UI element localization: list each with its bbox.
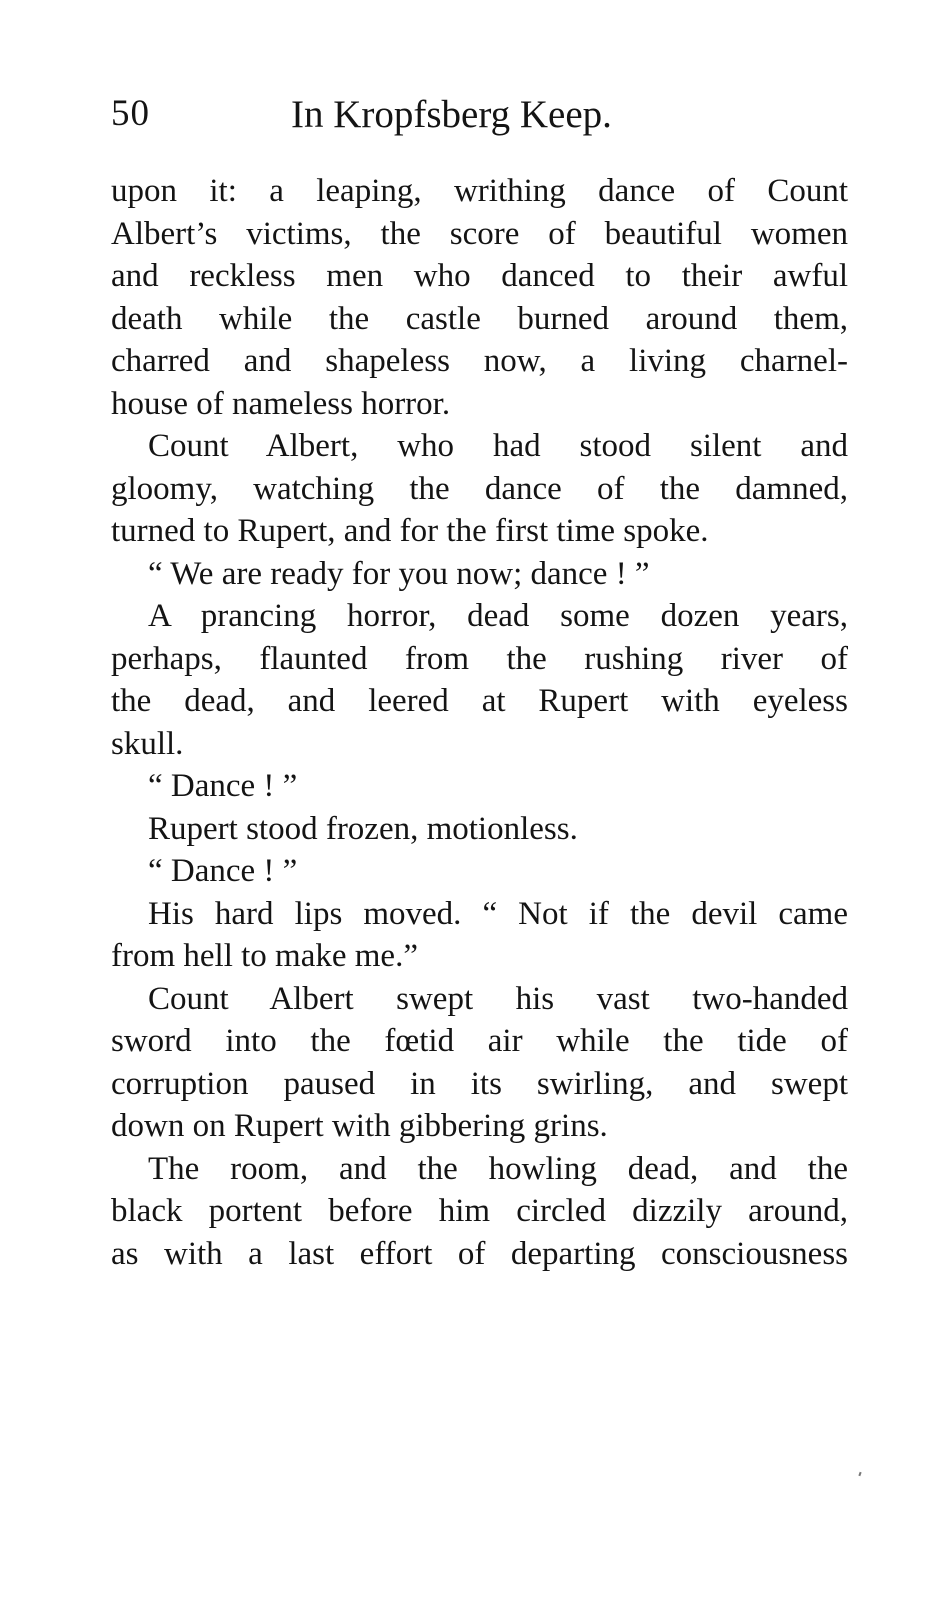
text-line: “ We are ready for you now; dance ! ” (148, 555, 650, 592)
text-line: “ Dance ! ” (148, 768, 298, 804)
text-line: The room, and the howling dead, and the (148, 1150, 848, 1187)
text-line: black portent before him circled dizzily around, (111, 1193, 848, 1229)
text-line: sword into the fœtid air while the tide of (111, 1023, 848, 1059)
body-text (111, 170, 848, 1275)
text-line: upon it: a leaping, writhing dance of Count (111, 173, 848, 209)
text-line: gloomy, watching the dance of the damned, (111, 470, 848, 507)
text-line: death while the castle burned around them, (111, 300, 848, 337)
text-line: skull. (111, 725, 184, 762)
page-number: 50 (111, 93, 150, 134)
text-line: the dead, and leered at Rupert with eyeless (111, 683, 848, 719)
running-title: In Kropfsberg Keep. (291, 93, 612, 136)
text-line: down on Rupert with gibbering grins. (111, 1108, 608, 1144)
text-line: house of nameless horror. (111, 385, 451, 422)
text-line: from hell to make me.” (111, 938, 418, 974)
text-line: corruption paused in its swirling, and swept (111, 1065, 848, 1102)
text-line: Rupert stood frozen, motionless. (148, 810, 578, 847)
print-speck (858, 1472, 861, 1476)
text-line: as with a last effort of departing consciousness (111, 1235, 848, 1272)
text-line: “ Dance ! ” (148, 853, 298, 889)
text-line: A prancing horror, dead some dozen years, (148, 598, 848, 634)
text-line: His hard lips moved. “ Not if the devil came (148, 895, 848, 932)
page-header (111, 92, 671, 152)
text-line: perhaps, flaunted from the rushing river of (111, 640, 848, 677)
text-line: and reckless men who danced to their awful (111, 258, 848, 294)
text-line: Count Albert swept his vast two-handed (148, 980, 848, 1017)
text-line: Albert’s victims, the score of beautiful women (111, 215, 848, 252)
text-line: turned to Rupert, and for the first time spoke. (111, 513, 709, 549)
text-line: Count Albert, who had stood silent and (148, 428, 848, 464)
text-line: charred and shapeless now, a living charnel- (111, 343, 848, 379)
